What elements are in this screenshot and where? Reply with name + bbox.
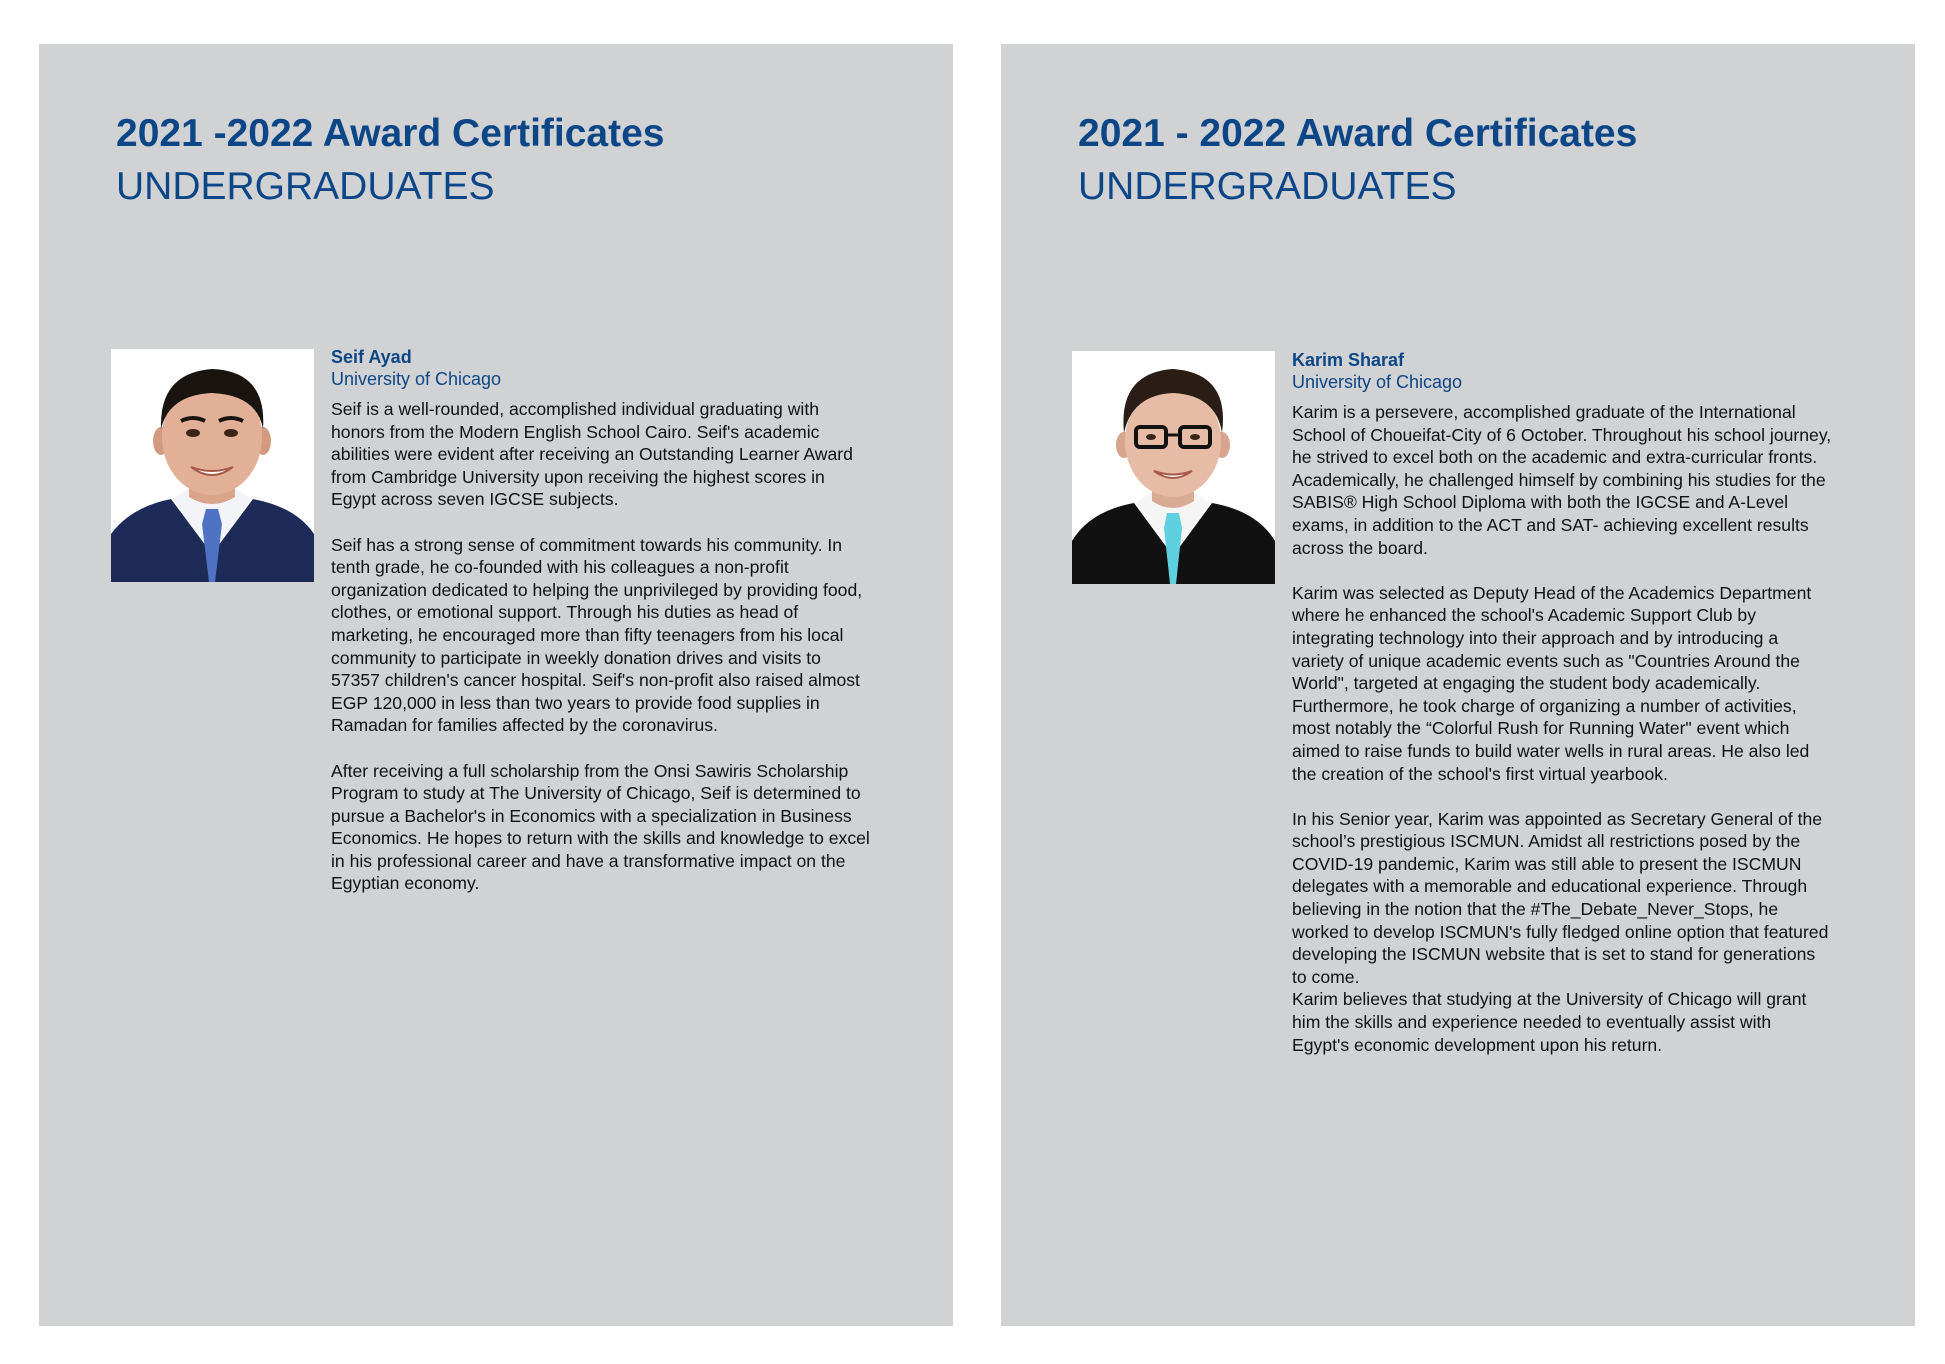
student-photo-seif (111, 349, 314, 582)
page-subtitle: UNDERGRADUATES (116, 165, 495, 208)
bio-paragraph: Seif has a strong sense of commitment towards his community. In tenth grade, he co-founded with his colleagues a non-profit organization dedicated to helping the unprivileged by providing food, clothes, or emotional support. Through his duties as head of marketing, he encouraged more than fifty teenagers from his local community to participate in weekly donation drives and visits to 57357 children's cancer hospital. Seif's non-profit also raised almost EGP 120,000 in less than two years to provide food supplies in Ramadan for families affected by the coronavirus. (331, 534, 863, 736)
bio-paragraph: Seif is a well-rounded, accomplished individual graduating with honors from the Modern English School Cairo. Seif's academic abilities were evident after receiving an Outstanding Learner Award from Cambridge University upon receiving the highest scores in Egypt across seven IGCSE subjects. (331, 399, 853, 510)
student-school: University of Chicago (331, 369, 502, 389)
page-title: 2021 - 2022 Award Certificates (1078, 112, 1638, 155)
student-bio-karim (1292, 349, 1832, 1079)
bio-paragraph: Academically, he challenged himself by combining his studies for the SABIS® High School Diploma with both the IGCSE and A-Level exams, in addition to the ACT and SAT- achieving excellent results across the board. (1292, 469, 1826, 558)
bio-paragraph: Karim is a persevere, accomplished graduate of the International School of Choueifat-City of 6 October. Throughout his school journey, he strived to excel both on the academic and extra-curricular fronts. (1292, 402, 1832, 468)
student-bio-seif (331, 346, 871, 918)
portrait-illustration (1072, 351, 1275, 584)
student-photo-karim (1072, 351, 1275, 584)
portrait-illustration (111, 349, 314, 582)
student-name: Karim Sharaf (1292, 350, 1405, 370)
bio-paragraph: Karim was selected as Deputy Head of the Academics Department where he enhanced the school's Academic Support Club by integrating technology into their approach and by introducing a variety of unique academic events such as "Countries Around the World", targeted at engaging the student body academically. Furthermore, he took charge of organizing a number of activities, most notably the “Colorful Rush for Running Water" event which aimed to raise funds to build water wells in rural areas. He also led the creation of the school's first virtual yearbook. (1292, 582, 1812, 784)
certificate-page-right (1001, 44, 1915, 1326)
bio-paragraph: Karim believes that studying at the University of Chicago will grant him the skills and experience needed to eventually assist with Egypt's economic development upon his return. (1292, 989, 1807, 1055)
page-subtitle: UNDERGRADUATES (1078, 165, 1457, 208)
student-school: University of Chicago (1292, 372, 1463, 392)
bio-paragraph: After receiving a full scholarship from the Onsi Sawiris Scholarship Program to study at The University of Chicago, Seif is determined to pursue a Bachelor's in Economics with a specialization in Business Economics. He hopes to return with the skills and knowledge to excel in his professional career and have a transformative impact on the Egyptian economy. (331, 760, 870, 894)
bio-paragraph: In his Senior year, Karim was appointed as Secretary General of the school’s prestigious ISCMUN. Amidst all restrictions posed by the COVID-19 pandemic, Karim was still able to present the ISCMUN delegates with a memorable and educational experience. Through believing in the notion that the #The_Debate_Never_Stops, he worked to develop ISCMUN's fully fledged online option that featured developing the ISCMUN website that is set to stand for generations to come. (1292, 808, 1829, 987)
page-title: 2021 -2022 Award Certificates (116, 112, 665, 155)
certificate-page-left (39, 44, 953, 1326)
student-name: Seif Ayad (331, 347, 412, 367)
